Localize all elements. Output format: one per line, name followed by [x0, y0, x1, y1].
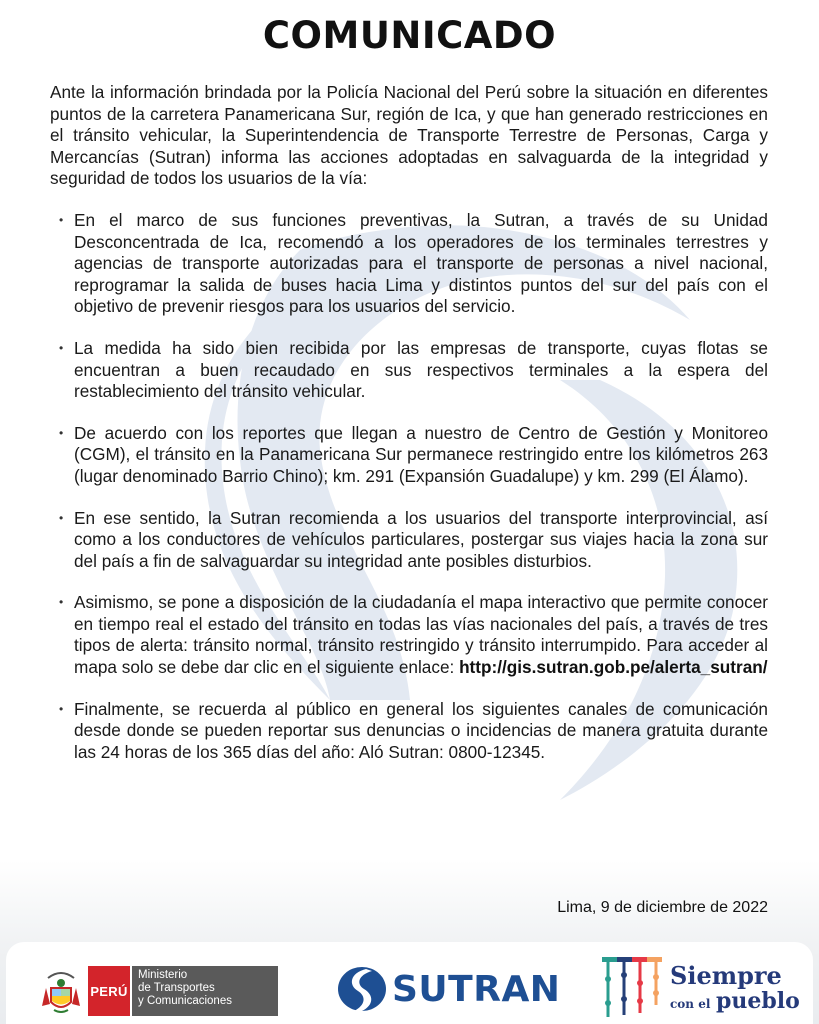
mtc-logo: [40, 966, 278, 1016]
sutran-wordmark: SUTRAN: [392, 968, 561, 1010]
mtc-name: [130, 966, 278, 1016]
list-item: [50, 592, 768, 678]
quipu-ropes-icon: [600, 955, 668, 1021]
list-item: [50, 338, 768, 403]
bullet-icon: •: [59, 212, 64, 227]
peru-label: PERÚ: [88, 966, 130, 1016]
document-date: Lima, 9 de diciembre de 2022: [557, 899, 768, 916]
siempre-con-el-pueblo-logo: [600, 955, 800, 1021]
bullet-icon: •: [59, 595, 64, 610]
sutran-logo: [336, 963, 560, 1015]
mtc-line-1: Ministerio: [138, 969, 188, 981]
list-item: [50, 423, 768, 488]
list-item-text: En ese sentido, la Sutran recomienda a los usuarios del transporte interprovincial, así como a los conductores de vehículos particulares, postergar sus viajes hacia la zona sur del país a fin de salvaguardar su integridad ante posibles disturbios.: [74, 507, 768, 571]
list-item: [50, 699, 768, 764]
sutran-s-icon: [336, 965, 388, 1013]
siempre-line-1: Siempre: [670, 961, 782, 990]
peru-coat-of-arms-icon: [40, 966, 82, 1016]
siempre-pueblo-text: pueblo: [715, 988, 800, 1014]
siempre-line-2: [670, 990, 800, 1012]
list-item: [50, 210, 768, 318]
list-item-text: La medida ha sido bien recibida por las empresas de transporte, cuyas flotas se encuentran a buen recaudado en sus respectivos terminales a la espera del restablecimiento del tránsito vehicular.: [74, 337, 768, 402]
list-item-text: Asimismo, se pone a disposición de la ciudadanía el mapa interactivo que permite conocer en tiempo real el estado del tránsito en todas las vías nacionales del país, a través de tres tipos de alerta: tránsito normal, tránsito restringido y tránsito interrumpido. Para acceder al mapa solo se debe dar clic en el siguiente enlace:: [74, 592, 768, 678]
siempre-small-text: con el: [670, 997, 711, 1011]
bullet-list: [50, 210, 768, 763]
list-item-text: Finalmente, se recuerda al público en general los siguientes canales de comunicación desde donde se pueden reportar sus denuncias o incidencias de manera gratuita durante las 24 horas de los 365 días del año: Aló Sutran: 0800-12345.: [74, 698, 768, 762]
siempre-wordmark: [670, 961, 800, 1014]
mtc-line-3: y Comunicaciones: [138, 995, 232, 1007]
bullet-icon: •: [59, 340, 64, 355]
document-body: [50, 82, 768, 783]
intro-paragraph: Ante la información brindada por la Policía Nacional del Perú sobre la situación en diferentes puntos de la carretera Panamericana Sur, región de Ica, y que han generado restricciones en el tránsito vehicular, la Superintendencia de Transporte Terrestre de Personas, Carga y Mercancías (Sutran) informa las acciones adoptadas en salvaguarda de la integridad y seguridad de todos los usuarios de la vía:: [50, 82, 768, 189]
list-item-text: De acuerdo con los reportes que llegan a nuestro de Centro de Gestión y Monitoreo (CGM), el tránsito en la Panamericana Sur permanece restringido entre los kilómetros 263 (lugar denominado Barrio Chino); km. 291 (Expansión Guadalupe) y km. 299 (El Álamo).: [74, 422, 768, 486]
list-item: [50, 508, 768, 573]
page-title: COMUNICADO: [262, 14, 557, 57]
bullet-icon: •: [59, 510, 64, 525]
list-item-text: En el marco de sus funciones preventivas, la Sutran, a través de su Unidad Desconcentrada de Ica, recomendó a los operadores de los terminales terrestres y agencias de transporte autorizadas para el transporte de personas a nivel nacional, reprogramar la salida de buses hacia Lima y distintos puntos del sur del país con el objetivo de prevenir riesgos para los usuarios del servicio.: [74, 209, 768, 317]
bullet-icon: •: [59, 701, 64, 716]
bullet-icon: •: [59, 425, 64, 440]
mtc-line-2: de Transportes: [138, 982, 215, 994]
alerta-sutran-link[interactable]: http://gis.sutran.gob.pe/alerta_sutran/: [459, 657, 768, 678]
